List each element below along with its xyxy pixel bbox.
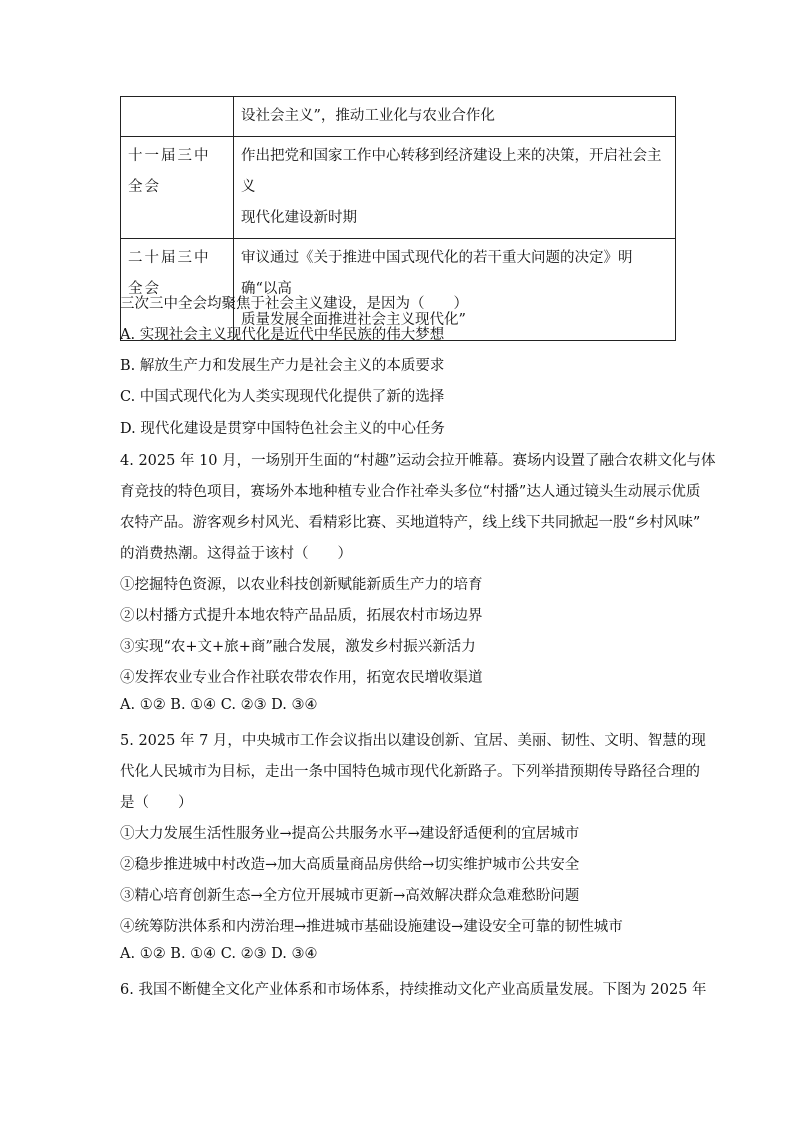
content-cell xyxy=(234,97,676,137)
q4-stem-line: 4. 2025 年 10 月，一场别开生面的“村趣”运动会拉开帷幕。赛场内设置了融合农耕文化与体 xyxy=(120,453,716,469)
q6-stem-line: 6. 我国不断健全文化产业体系和市场体系，持续推动文化产业高质量发展。下图为 2025 年 xyxy=(120,982,707,998)
q3-option-c: C. 中国式现代化为人类实现现代化提供了新的选择 xyxy=(120,389,445,405)
q5-item-2: ②稳步推进城中村改造→加大高质量商品房供给→切实维护城市公共安全 xyxy=(120,857,580,873)
q5-stem-line: 5. 2025 年 7 月，中央城市工作会议指出以建设创新、宜居、美丽、韧性、文明、智慧的现 xyxy=(120,733,706,749)
q4-item-2: ②以村播方式提升本地农特产品品质，拓展农村市场边界 xyxy=(120,608,483,624)
session-cell: 十一届三中全会 xyxy=(121,137,234,239)
table-row xyxy=(121,97,676,137)
q4-choices: A. ①② B. ①④ C. ②③ D. ③④ xyxy=(120,697,318,713)
session-cell xyxy=(121,97,234,137)
table-row xyxy=(121,137,676,239)
q4-stem-line: 育竞技的特色项目，赛场外本地种植专业合作社牵头多位“村播”达人通过镜头生动展示优质 xyxy=(120,484,701,500)
q5-choices: A. ①② B. ①④ C. ②③ D. ③④ xyxy=(120,946,318,962)
q5-stem-line: 代化人民城市为目标，走出一条中国特色城市现代化新路子。下列举措预期传导路径合理的 xyxy=(120,764,700,780)
content-line: 设社会主义”，推动工业化与农业合作化 xyxy=(241,108,495,124)
q5-item-3: ③精心培育创新生态→全方位开展城市更新→高效解决群众急难愁盼问题 xyxy=(120,888,580,904)
q5-item-1: ①大力发展生活性服务业→提高公共服务水平→建设舒适便利的宜居城市 xyxy=(120,826,580,842)
q5-stem-line: 是（ ） xyxy=(120,795,193,811)
q3-option-b: B. 解放生产力和发展生产力是社会主义的本质要求 xyxy=(120,358,445,374)
q4-item-1: ①挖掘特色资源，以农业科技创新赋能新质生产力的培育 xyxy=(120,577,483,593)
q4-item-4: ④发挥农业专业合作社联农带农作用，拓宽农民增收渠道 xyxy=(120,670,483,686)
content-line: 审议通过《关于推进中国式现代化的若干重大问题的决定》明确“以高 xyxy=(241,250,633,297)
q4-item-3: ③实现“农+文+旅+商”融合发展，激发乡村振兴新活力 xyxy=(120,639,476,655)
q4-stem-line: 农特产品。游客观乡村风光、看精彩比赛、买地道特产，线上线下共同掀起一股“乡村风味” xyxy=(120,515,701,531)
q3-option-a: A. 实现社会主义现代化是近代中华民族的伟大梦想 xyxy=(120,327,445,343)
content-line: 作出把党和国家工作中心转移到经济建设上来的决策，开启社会主义 xyxy=(241,148,662,195)
content-line: 质量发展全面推进社会主义现代化” xyxy=(241,312,466,328)
content-line: 现代化建设新时期 xyxy=(241,210,357,226)
session-cell: 二十届三中全会 xyxy=(121,239,234,341)
q4-stem-line: 的消费热潮。这得益于该村（ ） xyxy=(120,546,352,562)
q5-item-4: ④统筹防洪体系和内涝治理→推进城市基础设施建设→建设安全可靠的韧性城市 xyxy=(120,919,623,935)
content-cell xyxy=(234,137,676,239)
q3-stem: 三次三中全会均聚焦于社会主义建设，是因为（ ） xyxy=(120,296,468,312)
q3-option-d: D. 现代化建设是贯穿中国特色社会主义的中心任务 xyxy=(120,421,445,437)
